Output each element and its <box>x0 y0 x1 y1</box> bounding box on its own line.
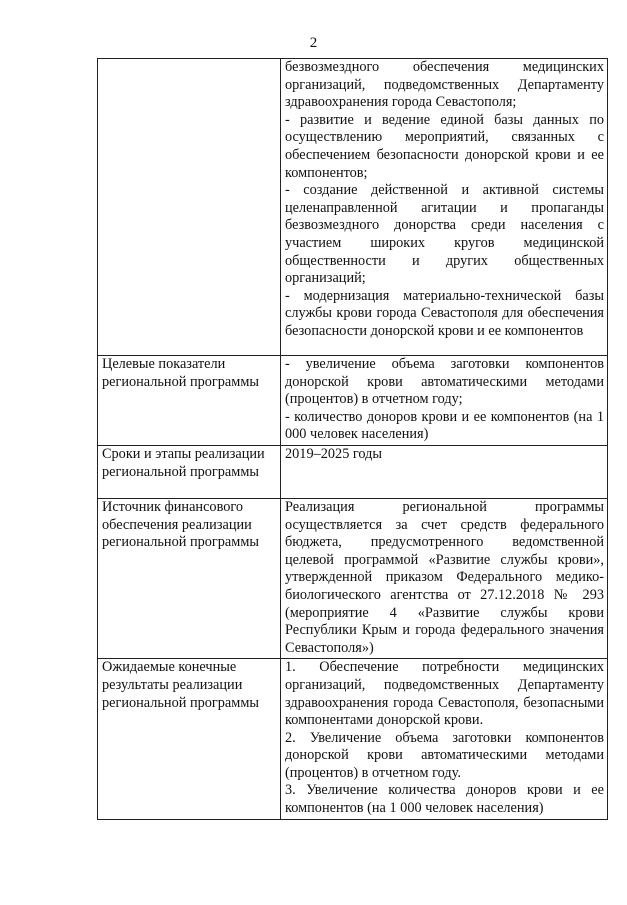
content-paragraph: Реализация региональной программы осуществляется за счет средств федерального бюджета, предусмотренного ведомственной целевой программой «Развитие службы крови», утвержденной приказом Федерального медико-биологического агентства от 27.12.2018 № 293 (мероприятие 4 «Развитие службы крови Республики Крым и города федерального значения Севастополя») <box>285 498 604 656</box>
table-row-expected-results <box>98 659 608 819</box>
content-paragraph: 2. Увеличение объема заготовки компонентов донорской крови автоматическими методами (процентов) в отчетном году. <box>285 729 604 781</box>
content-paragraph: - увеличение объема заготовки компонентов донорской крови автоматическими методами (процентов) в отчетном году; <box>285 356 604 408</box>
content-paragraph: - развитие и ведение единой базы данных по осуществлению мероприятий, связанных с обеспечением безопасности донорской крови и ее компонентов; <box>285 111 604 181</box>
content-paragraph: - количество доноров крови и ее компонентов (на 1 000 человек населения) <box>285 408 604 443</box>
table-row-timing <box>98 445 608 498</box>
row-content <box>281 356 608 446</box>
program-passport-table <box>97 58 608 820</box>
row-label: Целевые показатели региональной программы <box>98 356 281 446</box>
table-row-funding-source <box>98 498 608 658</box>
content-paragraph: 3. Увеличение количества доноров крови и ее компонентов (на 1 000 человек населения) <box>285 782 604 817</box>
page-number: 2 <box>309 35 318 51</box>
content-paragraph: безвозмездного обеспечения медицинских организаций, подведомственных Департаменту здравоохранения города Севастополя; <box>285 59 604 111</box>
content-paragraph: 1. Обеспечение потребности медицинских организаций, подведомственных Департаменту здравоохранения города Севастополя, безопасными компонентами донорской крови. <box>285 659 604 729</box>
content-paragraph: - создание действенной и активной системы целенаправленной агитации и пропаганды безвозмездного донорства среди населения с участием широких кругов медицинской общественности и других общественных организаций; <box>285 182 604 287</box>
content-paragraph: 2019–2025 годы <box>285 445 383 462</box>
row-label: Ожидаемые конечные результаты реализации региональной программы <box>98 659 281 819</box>
row-content <box>281 59 608 356</box>
row-label <box>98 59 281 356</box>
table-row-target-indicators <box>98 356 608 446</box>
row-label: Сроки и этапы реализации региональной программы <box>98 445 281 498</box>
content-paragraph: - модернизация материально-технической базы службы крови города Севастополя для обеспечения безопасности донорской крови и ее компонентов <box>285 287 604 339</box>
row-content <box>281 659 608 819</box>
row-content <box>281 498 608 658</box>
row-content <box>281 445 608 498</box>
table-row-tasks-continued <box>98 59 608 356</box>
row-label: Источник финансового обеспечения реализации региональной программы <box>98 498 281 658</box>
